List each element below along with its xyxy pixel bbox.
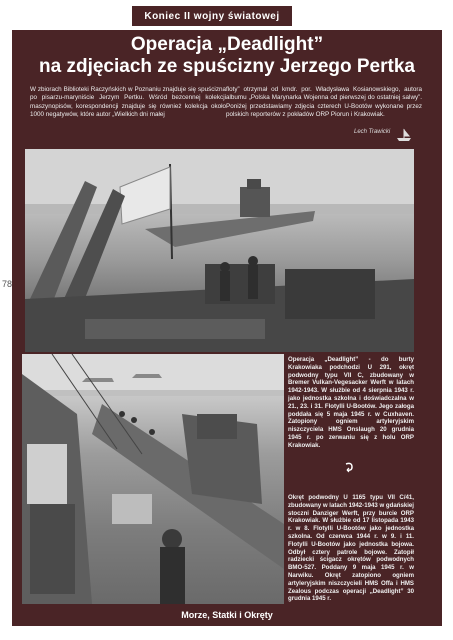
- intro-text-right: floty” otrzymał od kmdr. por. Władysława Kosianowskiego, autora albumu „Polska Marynarka Wojenna od pierwszej do ostatniej salwy”. Poniżej przedstawiamy zdjęcia czterech U-Bootów wykonane przez polskich reporterów z pokładów ORP Piorun i Krakowiak.: [226, 86, 422, 118]
- decorative-arrow-icon: [343, 461, 355, 473]
- intro-text-left: W zbiorach Biblioteki Raczyńskich w Poznaniu znajduje się spuścizna po pisarzu-maryniście Jerzym Pertku. Wśród bezcennej kolekcji maszynopisów, korespondencji znajduje się również kolekcja około 1000 negatywów, które autor „Wielkich dni małej: [30, 86, 226, 118]
- ship-logo-icon: [395, 128, 413, 142]
- photo-u291: [25, 149, 414, 352]
- section-label: Koniec II wojny światowej: [132, 6, 292, 26]
- caption-u291: Operacja „Deadlight” - do burty Krakowiaka podchodzi U 291, okręt podwodny typu VII C, zbudowany w Bremer Vulkan-Vegesacker Werft w latach 1942-1943. W służbie od 4 sierpnia 1943 r. jako jednostka szkolna i doświadczalna w 21., 23. i 31. Flotylli U-Bootów. Jego załoga poddała się 5 maja 1945 r. w Cuxhaven. Zatopiony ogniem artyleryjskim niszczyciela HMS Onslaugh 20 grudnia 1945 r. po zerwaniu się z holu ORP Krakowiak.: [288, 356, 414, 449]
- magazine-footer: Morze, Statki i Okręty: [181, 610, 273, 620]
- author-name: Lech Trawicki: [354, 129, 391, 135]
- caption-u1165: Okręt podwodny U 1165 typu VII C/41, zbudowany w latach 1942-1943 w gdańskiej stoczni Danziger Werft, przy burcie ORP Krakowiak. W służbie od 17 listopada 1943 r. w 8. Flotylli U-Bootów jako jednostka szkolna. Od czerwca 1944 r. w 9. i 11. Flotylli U-Bootów jako jednostka bojowa. Odbył cztery patrole bojowe. Zatopił radziecki ścigacz okrętów podwodnych BMO-527. Poddany 9 maja 1945 r. w Narwiku. Okręt zatopiono ogniem artyleryjskim niszczycieli HMS Offa i HMS Zealous podczas operacji „Deadlight” 30 grudnia 1945 r.: [288, 494, 414, 603]
- article-title: [20, 34, 434, 78]
- title-line-2: na zdjęciach ze spuścizny Jerzego Pertka: [39, 56, 415, 77]
- photo-u1165: [22, 354, 284, 604]
- page-number: 78: [2, 279, 13, 289]
- title-line-1: Operacja „Deadlight”: [130, 34, 324, 55]
